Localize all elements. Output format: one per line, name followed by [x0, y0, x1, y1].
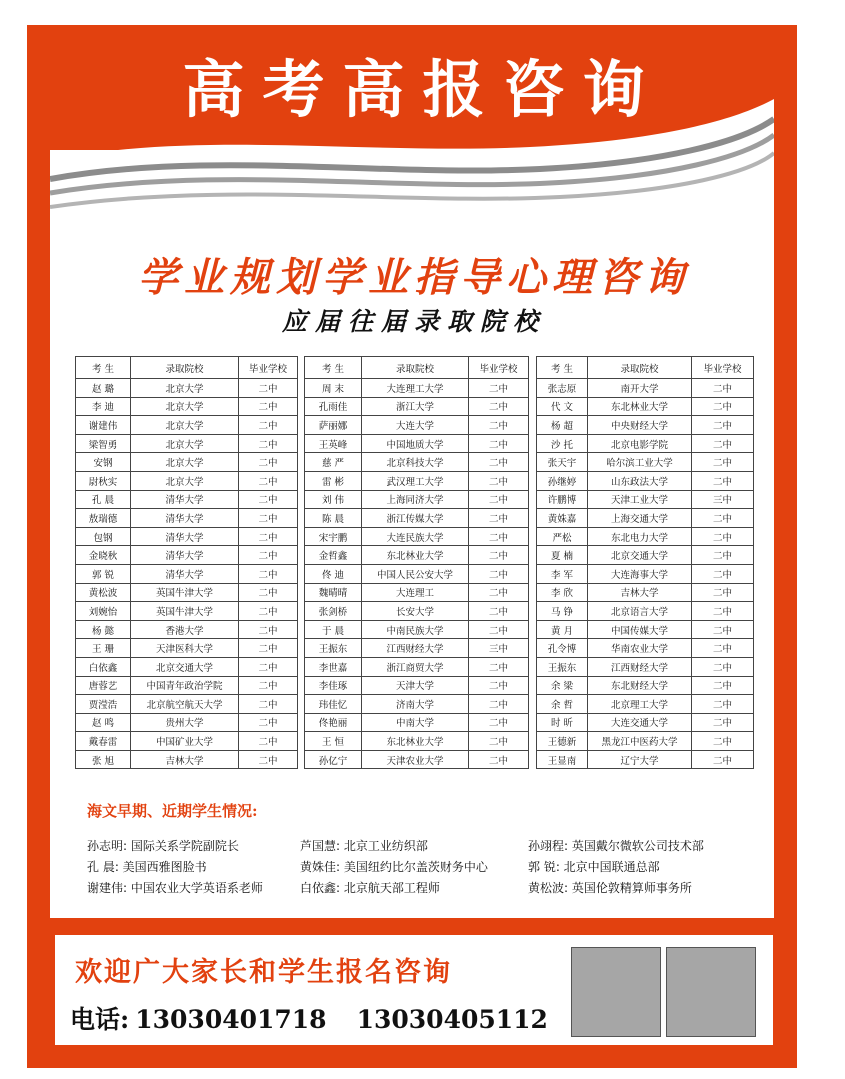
student-name: 黄姝嘉: [537, 509, 588, 528]
graduated-school: 二中: [239, 564, 298, 583]
student-name: 刘婉怡: [76, 602, 131, 621]
student-name: 李 欣: [537, 583, 588, 602]
table-row: [305, 471, 529, 490]
graduated-school: 二中: [239, 583, 298, 602]
table-row: [305, 620, 529, 639]
graduated-school: 二中: [239, 750, 298, 769]
admitted-school: 北京大学: [131, 471, 239, 490]
student-name: 张天宇: [537, 453, 588, 472]
student-name: 王德新: [537, 732, 588, 751]
graduated-school: 二中: [239, 490, 298, 509]
table-row: [537, 676, 754, 695]
graduated-school: 二中: [239, 676, 298, 695]
services-banner: 学业规划学业指导心理咨询: [138, 254, 690, 301]
admitted-school: 香港大学: [131, 620, 239, 639]
table-row: [537, 583, 754, 602]
admitted-school: 东北财经大学: [588, 676, 692, 695]
graduated-school: 二中: [469, 509, 529, 528]
student-name: 安钢: [76, 453, 131, 472]
table-row: [305, 695, 529, 714]
admitted-school: 武汉理工大学: [362, 471, 469, 490]
table-row: [305, 583, 529, 602]
header-admitted-school: 录取院校: [131, 357, 239, 379]
graduated-school: 二中: [469, 453, 529, 472]
admitted-school: 北京科技大学: [362, 453, 469, 472]
table-row: [537, 750, 754, 769]
phone-label: 电话:: [70, 1005, 130, 1034]
admitted-school: 清华大学: [131, 564, 239, 583]
table-row: [537, 490, 754, 509]
table-row: [76, 434, 298, 453]
graduated-school: 二中: [692, 434, 754, 453]
admitted-school: 中国青年政治学院: [131, 676, 239, 695]
alumni-entry: 孔 晨: 美国西雅图脸书: [87, 860, 207, 874]
table-row: [76, 453, 298, 472]
table-row: [305, 657, 529, 676]
graduated-school: 二中: [692, 509, 754, 528]
graduated-school: 二中: [692, 676, 754, 695]
graduated-school: 二中: [692, 713, 754, 732]
admitted-school: 大连理工大学: [362, 379, 469, 398]
admitted-school: 中国地质大学: [362, 434, 469, 453]
graduated-school: 二中: [239, 527, 298, 546]
student-name: 王 珊: [76, 639, 131, 658]
admitted-school: 天津医科大学: [131, 639, 239, 658]
graduated-school: 二中: [239, 732, 298, 751]
table-row: [537, 657, 754, 676]
admitted-school: 华南农业大学: [588, 639, 692, 658]
table-row: [76, 509, 298, 528]
alumni-entry: 黄松波: 英国伦敦精算师事务所: [528, 881, 692, 895]
graduated-school: 三中: [692, 490, 754, 509]
student-name: 孔令博: [537, 639, 588, 658]
graduated-school: 二中: [239, 695, 298, 714]
table-row: [76, 657, 298, 676]
table-row: [305, 416, 529, 435]
graduated-school: 二中: [239, 639, 298, 658]
student-name: 杨 超: [537, 416, 588, 435]
admitted-school: 吉林大学: [588, 583, 692, 602]
table-row: [76, 676, 298, 695]
table-row: [537, 471, 754, 490]
graduated-school: 二中: [469, 732, 529, 751]
table-row: [305, 750, 529, 769]
graduated-school: 二中: [469, 620, 529, 639]
table-row: [537, 434, 754, 453]
alumni-entry: 白依鑫: 北京航天部工程师: [300, 881, 440, 895]
student-name: 萨丽娜: [305, 416, 362, 435]
table-row: [76, 471, 298, 490]
table-row: [537, 602, 754, 621]
admissions-table-1: [75, 356, 298, 769]
admitted-school: 浙江传媒大学: [362, 509, 469, 528]
admitted-school: 北京交通大学: [131, 657, 239, 676]
student-name: 慈 严: [305, 453, 362, 472]
student-name: 余 梁: [537, 676, 588, 695]
admitted-school: 清华大学: [131, 509, 239, 528]
student-name: 金哲鑫: [305, 546, 362, 565]
student-name: 代 文: [537, 397, 588, 416]
student-name: 玮佳忆: [305, 695, 362, 714]
graduated-school: 二中: [692, 397, 754, 416]
table-row: [537, 620, 754, 639]
admitted-school: 英国牛津大学: [131, 583, 239, 602]
student-name: 马 铮: [537, 602, 588, 621]
table-row: [76, 397, 298, 416]
graduated-school: 二中: [692, 546, 754, 565]
table-row: [76, 527, 298, 546]
admitted-school: 北京大学: [131, 379, 239, 398]
student-name: 张志原: [537, 379, 588, 398]
admitted-school: 浙江商贸大学: [362, 657, 469, 676]
student-name: 张 旭: [76, 750, 131, 769]
admitted-school: 清华大学: [131, 527, 239, 546]
student-name: 赵 鸣: [76, 713, 131, 732]
admitted-school: 大连海事大学: [588, 564, 692, 583]
admitted-school: 吉林大学: [131, 750, 239, 769]
table-row: [537, 695, 754, 714]
student-name: 黄 月: [537, 620, 588, 639]
admitted-school: 中央财经大学: [588, 416, 692, 435]
admitted-school: 上海同济大学: [362, 490, 469, 509]
admitted-school: 北京理工大学: [588, 695, 692, 714]
admitted-school: 北京大学: [131, 453, 239, 472]
student-name: 王显南: [537, 750, 588, 769]
admitted-school: 天津工业大学: [588, 490, 692, 509]
admitted-school: 清华大学: [131, 490, 239, 509]
graduated-school: 二中: [239, 620, 298, 639]
graduated-school: 二中: [692, 620, 754, 639]
student-name: 杨 懿: [76, 620, 131, 639]
admitted-school: 中国传媒大学: [588, 620, 692, 639]
student-name: 宋宇鹏: [305, 527, 362, 546]
graduated-school: 二中: [239, 509, 298, 528]
admitted-school: 中南大学: [362, 713, 469, 732]
student-name: 孔雨佳: [305, 397, 362, 416]
student-name: 张剑桥: [305, 602, 362, 621]
admitted-school: 中国矿业大学: [131, 732, 239, 751]
photo-placeholder-1: [571, 947, 661, 1037]
student-name: 贾滢浩: [76, 695, 131, 714]
admitted-school: 北京航空航天大学: [131, 695, 239, 714]
graduated-school: 二中: [239, 713, 298, 732]
student-name: 梁智勇: [76, 434, 131, 453]
table-row: [76, 416, 298, 435]
graduated-school: 二中: [239, 453, 298, 472]
student-name: 黄松波: [76, 583, 131, 602]
table-row: [76, 713, 298, 732]
student-name: 李世嘉: [305, 657, 362, 676]
admitted-school: 哈尔滨工业大学: [588, 453, 692, 472]
photo-placeholder-2: [666, 947, 756, 1037]
table-row: [305, 527, 529, 546]
student-name: 谢建伟: [76, 416, 131, 435]
admitted-school: 东北林业大学: [588, 397, 692, 416]
graduated-school: 二中: [469, 397, 529, 416]
welcome-text: 欢迎广大家长和学生报名咨询: [75, 957, 452, 988]
table-row: [76, 546, 298, 565]
student-name: 金晓秋: [76, 546, 131, 565]
graduated-school: 二中: [469, 564, 529, 583]
student-name: 李 迪: [76, 397, 131, 416]
graduated-school: 二中: [692, 416, 754, 435]
graduated-school: 二中: [692, 695, 754, 714]
student-name: 王 恒: [305, 732, 362, 751]
admitted-school: 贵州大学: [131, 713, 239, 732]
student-name: 包钢: [76, 527, 131, 546]
header-student: 考 生: [305, 357, 362, 379]
table-row: [76, 639, 298, 658]
admitted-school: 天津大学: [362, 676, 469, 695]
student-name: 赵 璐: [76, 379, 131, 398]
table-row: [305, 676, 529, 695]
admitted-school: 天津农业大学: [362, 750, 469, 769]
admitted-school: 上海交通大学: [588, 509, 692, 528]
student-name: 佟艳丽: [305, 713, 362, 732]
alumni-entry: 孙志明: 国际关系学院副院长: [87, 839, 239, 853]
alumni-entry: 黄姝佳: 美国纽约比尔盖茨财务中心: [300, 860, 488, 874]
table-row: [305, 434, 529, 453]
table-row: [305, 564, 529, 583]
admitted-school: 江西财经大学: [362, 639, 469, 658]
phone-number-2: 13030405112: [356, 1005, 548, 1034]
admitted-school: 北京交通大学: [588, 546, 692, 565]
graduated-school: 二中: [692, 379, 754, 398]
graduated-school: 二中: [239, 397, 298, 416]
admitted-school: 大连民族大学: [362, 527, 469, 546]
admitted-school: 大连大学: [362, 416, 469, 435]
table-row: [305, 602, 529, 621]
graduated-school: 二中: [692, 602, 754, 621]
graduated-school: 二中: [692, 657, 754, 676]
graduated-school: 二中: [239, 602, 298, 621]
header-student: 考 生: [76, 357, 131, 379]
alumni-entry: 郭 锐: 北京中国联通总部: [528, 860, 660, 874]
graduated-school: 二中: [469, 750, 529, 769]
alumni-column-3: [528, 836, 704, 899]
table-row: [537, 397, 754, 416]
graduated-school: 二中: [469, 416, 529, 435]
admitted-school: 清华大学: [131, 546, 239, 565]
table-header-row: [305, 357, 529, 379]
student-name: 孔 晨: [76, 490, 131, 509]
alumni-column-1: [87, 836, 263, 899]
table-row: [76, 602, 298, 621]
phone-number-1: 13030401718: [135, 1005, 327, 1034]
graduated-school: 二中: [239, 379, 298, 398]
student-name: 尉秋实: [76, 471, 131, 490]
header-student: 考 生: [537, 357, 588, 379]
admitted-school: 江西财经大学: [588, 657, 692, 676]
table-row: [305, 713, 529, 732]
table-row: [537, 416, 754, 435]
student-name: 王振东: [305, 639, 362, 658]
admissions-subtitle: 应届往届录取院校: [281, 307, 546, 336]
table-header-row: [537, 357, 754, 379]
admitted-school: 黑龙江中医药大学: [588, 732, 692, 751]
header-admitted-school: 录取院校: [362, 357, 469, 379]
graduated-school: 二中: [469, 471, 529, 490]
graduated-school: 二中: [239, 657, 298, 676]
graduated-school: 二中: [469, 657, 529, 676]
student-name: 陈 晨: [305, 509, 362, 528]
table-row: [537, 453, 754, 472]
table-row: [305, 509, 529, 528]
table-row: [537, 546, 754, 565]
table-row: [537, 564, 754, 583]
admitted-school: 山东政法大学: [588, 471, 692, 490]
admitted-school: 东北电力大学: [588, 527, 692, 546]
student-name: 孙继婷: [537, 471, 588, 490]
alumni-entry: 谢建伟: 中国农业大学英语系老师: [87, 881, 263, 895]
phone-line: [70, 1000, 578, 1036]
student-name: 魏晴晴: [305, 583, 362, 602]
student-name: 许鹏博: [537, 490, 588, 509]
table-row: [305, 639, 529, 658]
table-row: [305, 546, 529, 565]
table-row: [305, 379, 529, 398]
admitted-school: 北京语言大学: [588, 602, 692, 621]
graduated-school: 二中: [692, 471, 754, 490]
graduated-school: 二中: [692, 527, 754, 546]
graduated-school: 二中: [239, 416, 298, 435]
graduated-school: 二中: [692, 564, 754, 583]
table-row: [76, 620, 298, 639]
student-name: 雷 彬: [305, 471, 362, 490]
admitted-school: 英国牛津大学: [131, 602, 239, 621]
student-name: 白依鑫: [76, 657, 131, 676]
page-title: 高考高报咨询: [182, 53, 663, 126]
student-name: 沙 托: [537, 434, 588, 453]
student-name: 夏 楠: [537, 546, 588, 565]
student-name: 于 晨: [305, 620, 362, 639]
student-name: 唐蓉艺: [76, 676, 131, 695]
table-row: [537, 639, 754, 658]
admitted-school: 东北林业大学: [362, 546, 469, 565]
table-row: [537, 509, 754, 528]
table-row: [76, 564, 298, 583]
student-name: 李佳琢: [305, 676, 362, 695]
table-header-row: [76, 357, 298, 379]
student-name: 佟 迪: [305, 564, 362, 583]
admitted-school: 北京大学: [131, 416, 239, 435]
alumni-entry: 孙翊程: 英国戴尔微软公司技术部: [528, 839, 704, 853]
header-graduated-school: 毕业学校: [469, 357, 529, 379]
student-name: 严松: [537, 527, 588, 546]
admitted-school: 济南大学: [362, 695, 469, 714]
graduated-school: 二中: [692, 750, 754, 769]
table-row: [537, 732, 754, 751]
admitted-school: 北京电影学院: [588, 434, 692, 453]
admitted-school: 大连交通大学: [588, 713, 692, 732]
admitted-school: 中南民族大学: [362, 620, 469, 639]
admitted-school: 辽宁大学: [588, 750, 692, 769]
graduated-school: 二中: [239, 434, 298, 453]
admissions-table-3: [536, 356, 754, 769]
graduated-school: 二中: [239, 471, 298, 490]
graduated-school: 二中: [469, 695, 529, 714]
student-name: 孙亿宁: [305, 750, 362, 769]
graduated-school: 二中: [469, 434, 529, 453]
graduated-school: 二中: [239, 546, 298, 565]
alumni-heading: 海文早期、近期学生情况:: [87, 802, 258, 820]
graduated-school: 二中: [469, 602, 529, 621]
graduated-school: 二中: [692, 639, 754, 658]
table-row: [305, 453, 529, 472]
header-graduated-school: 毕业学校: [692, 357, 754, 379]
admitted-school: 北京大学: [131, 397, 239, 416]
graduated-school: 三中: [469, 639, 529, 658]
table-row: [305, 490, 529, 509]
graduated-school: 二中: [469, 527, 529, 546]
table-row: [537, 379, 754, 398]
graduated-school: 二中: [469, 379, 529, 398]
table-row: [76, 583, 298, 602]
admitted-school: 南开大学: [588, 379, 692, 398]
admitted-school: 中国人民公安大学: [362, 564, 469, 583]
admitted-school: 长安大学: [362, 602, 469, 621]
student-name: 余 哲: [537, 695, 588, 714]
student-name: 李 军: [537, 564, 588, 583]
graduated-school: 二中: [469, 713, 529, 732]
student-name: 刘 伟: [305, 490, 362, 509]
table-row: [305, 732, 529, 751]
table-row: [305, 397, 529, 416]
student-name: 郭 锐: [76, 564, 131, 583]
table-row: [76, 490, 298, 509]
header-admitted-school: 录取院校: [588, 357, 692, 379]
student-name: 戴春雷: [76, 732, 131, 751]
graduated-school: 二中: [692, 732, 754, 751]
student-name: 王英峰: [305, 434, 362, 453]
student-name: 敖瑞德: [76, 509, 131, 528]
student-name: 时 昕: [537, 713, 588, 732]
graduated-school: 二中: [469, 490, 529, 509]
graduated-school: 二中: [469, 546, 529, 565]
admitted-school: 大连理工: [362, 583, 469, 602]
graduated-school: 二中: [469, 676, 529, 695]
admitted-school: 北京大学: [131, 434, 239, 453]
graduated-school: 二中: [692, 453, 754, 472]
admitted-school: 浙江大学: [362, 397, 469, 416]
graduated-school: 二中: [692, 583, 754, 602]
alumni-column-2: [300, 836, 488, 899]
table-row: [537, 713, 754, 732]
decorative-wave: [50, 95, 774, 235]
header-graduated-school: 毕业学校: [239, 357, 298, 379]
table-row: [76, 732, 298, 751]
alumni-entry: 芦国慧: 北京工业纺织部: [300, 839, 428, 853]
admissions-table-2: [304, 356, 529, 769]
table-row: [76, 750, 298, 769]
graduated-school: 二中: [469, 583, 529, 602]
table-row: [537, 527, 754, 546]
table-row: [76, 379, 298, 398]
admitted-school: 东北林业大学: [362, 732, 469, 751]
student-name: 王振东: [537, 657, 588, 676]
table-row: [76, 695, 298, 714]
student-name: 周 末: [305, 379, 362, 398]
